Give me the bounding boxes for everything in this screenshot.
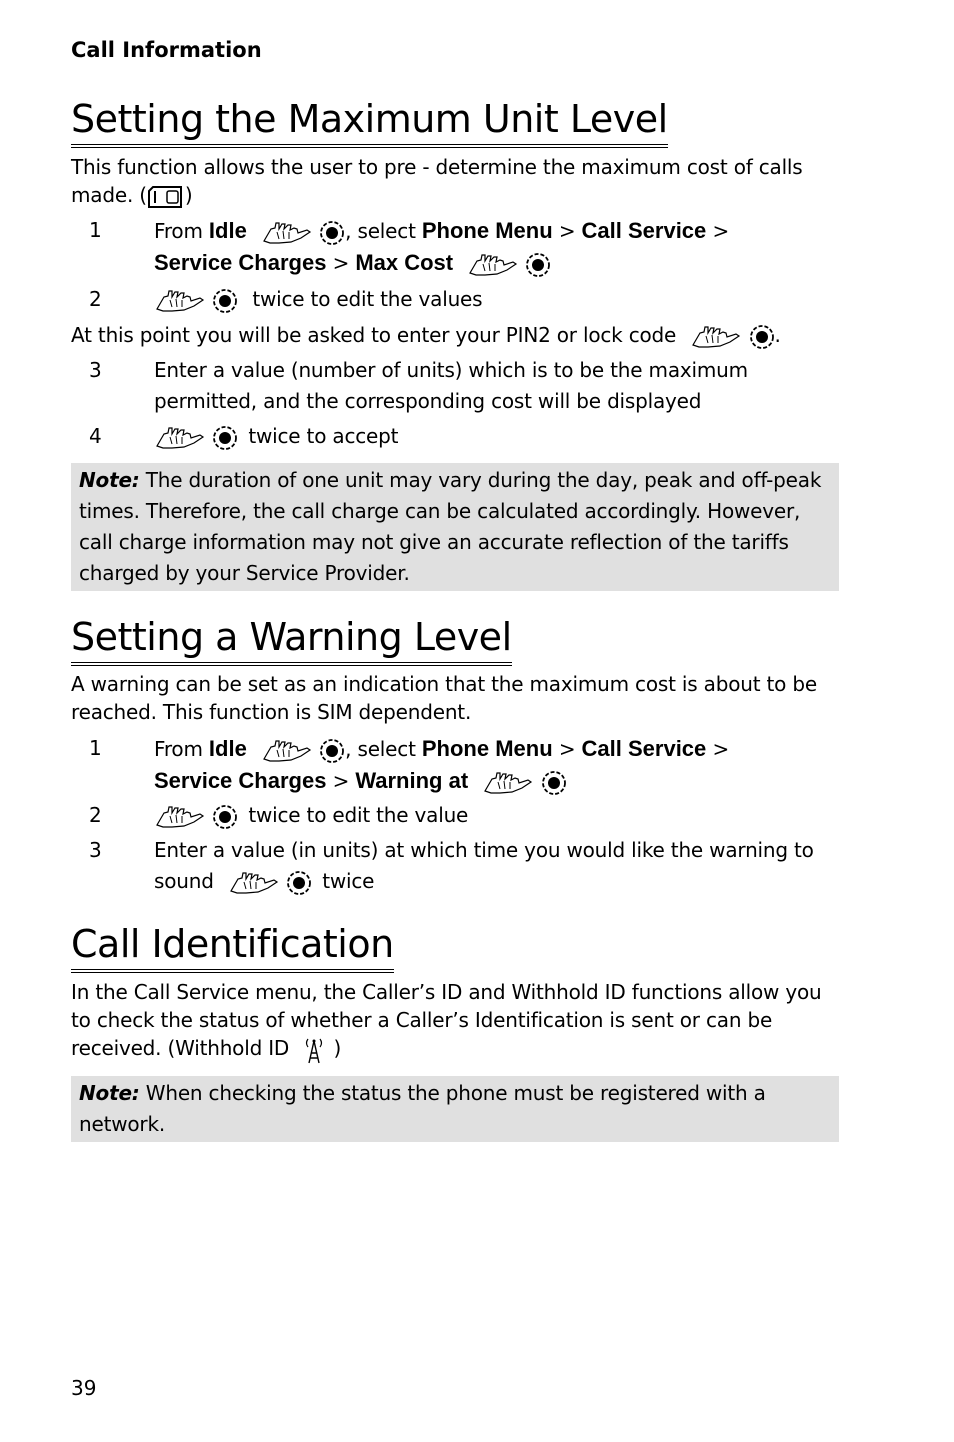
select-key-icon: [749, 324, 775, 350]
menu-service-charges: Service Charges: [154, 768, 327, 793]
pointing-hand-icon: [690, 324, 742, 350]
pointing-hand-icon: [154, 425, 206, 451]
page-number: 39: [71, 1376, 97, 1400]
section-title-call-id: Call Identification: [71, 922, 394, 973]
select-key-icon: [212, 288, 238, 314]
sim-card-icon: [147, 185, 185, 209]
select-key-icon: [286, 870, 312, 896]
select-key-icon: [212, 804, 238, 830]
menu-phone-menu: Phone Menu: [421, 218, 553, 243]
section-intro-call-id: In the Call Service menu, the Caller’s ID and Withhold ID functions allow you to check the status of whether a Caller’s Identification is sent or can be received. (Withhold ID ): [71, 978, 839, 1065]
menu-call-service: Call Service: [581, 736, 707, 761]
section-title-max-unit: Setting the Maximum Unit Level: [71, 97, 668, 148]
antenna-icon: [301, 1035, 327, 1065]
select-key-icon: [319, 738, 345, 764]
pointing-hand-icon: [154, 804, 206, 830]
step-number: 1: [89, 218, 102, 242]
menu-idle: Idle: [208, 218, 247, 243]
note-label: Note:: [79, 468, 140, 492]
section-intro-warning: A warning can be set as an indication that the maximum cost is about to be reached. This function is SIM dependent.: [71, 672, 817, 724]
select-key-icon: [525, 252, 551, 278]
menu-warning-at: Warning at: [355, 768, 469, 793]
menu-idle: Idle: [208, 736, 247, 761]
menu-phone-menu: Phone Menu: [421, 736, 553, 761]
pointing-hand-icon: [467, 252, 519, 278]
pointing-hand-icon: [228, 870, 280, 896]
section-intro-max-unit: This function allows the user to pre - determine the maximum cost of calls made. ( ): [71, 155, 803, 207]
section-title-warning: Setting a Warning Level: [71, 615, 512, 666]
running-header: Call Information: [71, 38, 262, 62]
pin-instruction: At this point you will be asked to enter your PIN2 or lock code .: [71, 321, 839, 350]
menu-max-cost: Max Cost: [355, 250, 454, 275]
menu-call-service: Call Service: [581, 218, 707, 243]
select-key-icon: [541, 770, 567, 796]
note-network-registration: Note: When checking the status the phone must be registered with a network.: [71, 1076, 839, 1142]
note-unit-duration: Note: The duration of one unit may vary during the day, peak and off-peak times. Therefore, the call charge can be calculated accordingly. However, call charge information may not give an accurate reflection of the tariffs charged by your Service Provider.: [71, 463, 839, 591]
pointing-hand-icon: [482, 770, 534, 796]
pointing-hand-icon: [261, 738, 313, 764]
select-key-icon: [319, 220, 345, 246]
select-key-icon: [212, 425, 238, 451]
menu-service-charges: Service Charges: [154, 250, 327, 275]
note-label: Note:: [79, 1081, 140, 1105]
pointing-hand-icon: [261, 220, 313, 246]
pointing-hand-icon: [154, 288, 206, 314]
